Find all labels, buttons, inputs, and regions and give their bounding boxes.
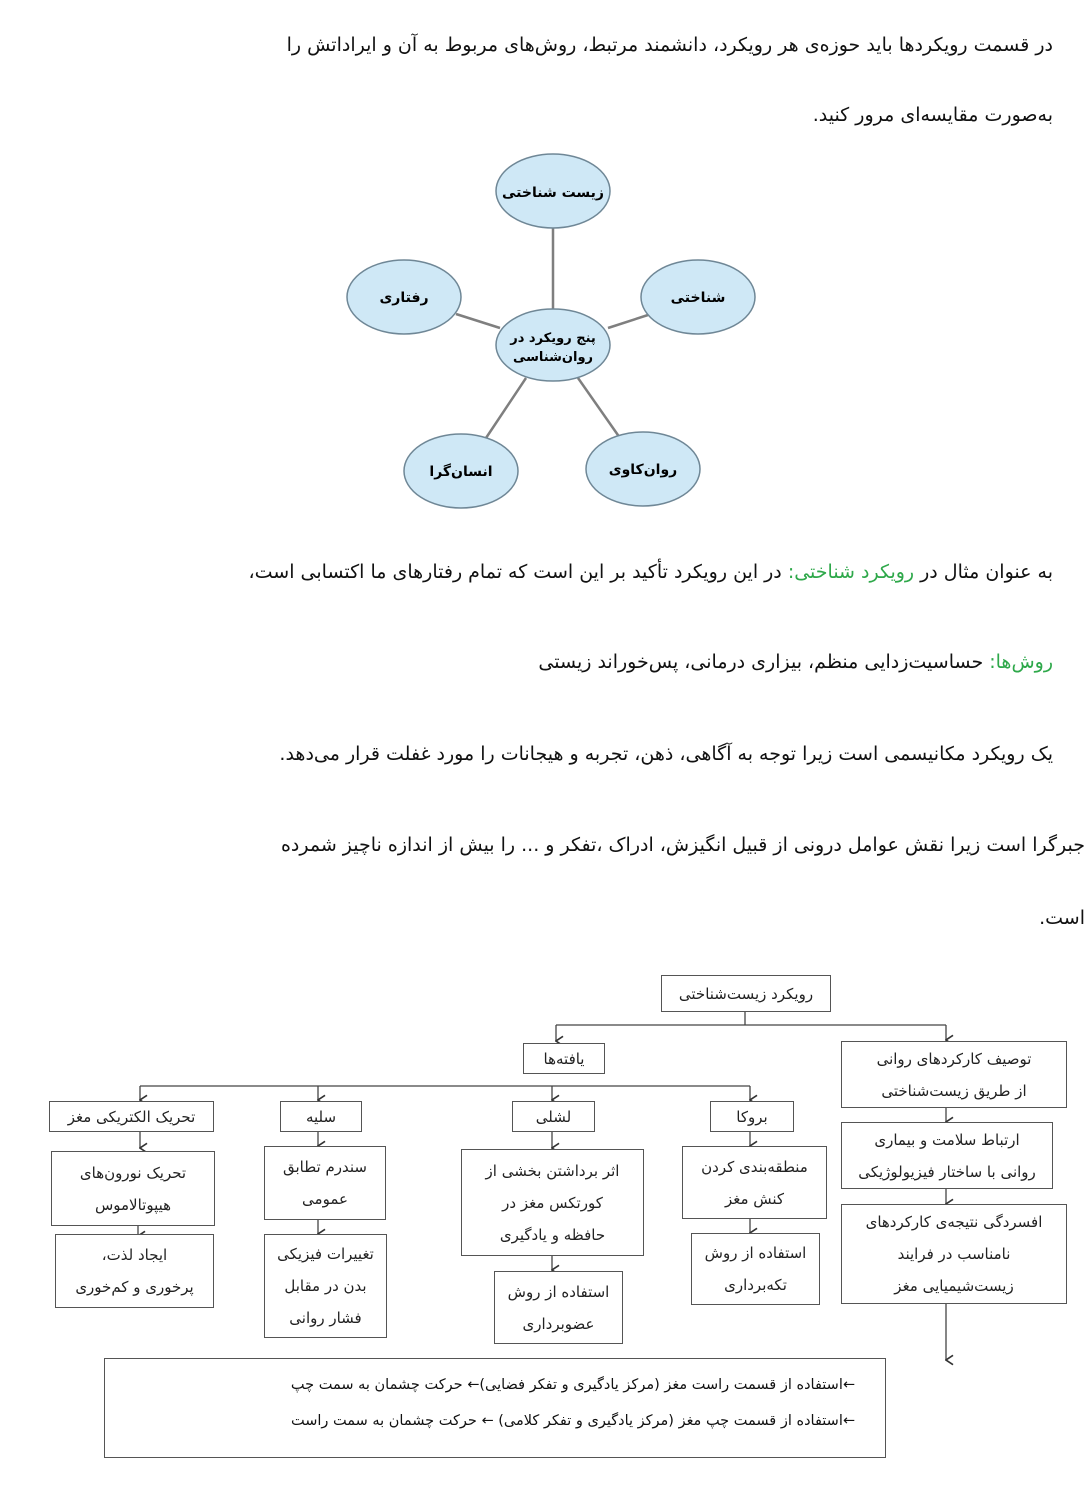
mechanistic-paragraph: یک رویکرد مکانیسمی است زیرا توجه به آگاهی، ذهن، تجربه و هیجانات را مورد غفلت قرار می‌دهد.	[279, 743, 1053, 765]
flow-findings-box	[523, 1043, 605, 1074]
example-highlight: رویکرد شناختی:	[787, 561, 915, 583]
flow-health-box	[841, 1122, 1053, 1189]
flow-lashley-method-line-1: استفاده از روش	[507, 1282, 610, 1301]
flow-broca-box	[710, 1101, 794, 1132]
flow-root-box	[661, 975, 831, 1012]
flow-selye-result-line-1: تغییرات فیزیکی	[277, 1245, 374, 1263]
example-prefix: به عنوان مثال در	[914, 561, 1053, 583]
flow-selye-result-line-3: فشار روانی	[289, 1309, 362, 1327]
node-top-label: زیست شناختی	[502, 185, 604, 201]
flow-root-label: رویکرد زیست‌شناختی	[678, 984, 814, 1003]
flow-lashley-title: لشلی	[535, 1107, 572, 1126]
flow-findings-label: یافته‌ها	[543, 1049, 585, 1068]
flow-description-box	[841, 1041, 1067, 1108]
legend-line-2: ←استفاده از قسمت چپ مغز (مرکز یادگیری و تفکر کلامی) ← حرکت چشمان به سمت راست	[290, 1413, 855, 1429]
flow-depression-box	[841, 1204, 1067, 1304]
methods-text: حساسیت‌زدایی منظم، بیزاری درمانی، پس‌خوراند زیستی	[538, 651, 990, 673]
flow-depression-line-3: زیست‌شیمیایی مغز	[894, 1277, 1014, 1295]
deterministic-line-1: جبرگرا است زیرا نقش عوامل درونی از قبیل انگیزش، ادراک ،تفکر و ... را بیش از اندازه ناچیز شمرده	[280, 834, 1085, 856]
flow-selye-finding-box	[264, 1146, 386, 1220]
flow-broca-finding-line-2: کنش مغز	[724, 1189, 785, 1208]
flow-electric-title: تحریک الکتریکی مغز	[67, 1107, 196, 1126]
flow-selye-result-box	[264, 1234, 387, 1338]
flow-selye-title: سلیه	[305, 1107, 337, 1126]
flow-electric-finding-box	[51, 1151, 215, 1226]
deterministic-line-2: است.	[1039, 907, 1085, 929]
flow-electric-finding-line-1: تحریک نورون‌های	[79, 1163, 187, 1182]
flow-selye-box	[280, 1101, 362, 1132]
flow-selye-result-line-2: بدن در مقابل	[284, 1277, 367, 1295]
flow-electric-result-line-2: پرخوری و کم‌خوری	[75, 1278, 194, 1296]
flow-broca-finding-line-1: منطقه‌بندی کردن	[701, 1157, 808, 1176]
flow-health-line-1: ارتباط سلامت و بیماری	[874, 1130, 1020, 1149]
flow-broca-method-box	[691, 1233, 820, 1305]
flow-electric-box	[49, 1101, 214, 1132]
flow-selye-finding-line-1: سندرم تطابق	[282, 1158, 367, 1176]
node-center-label-1: پنج رویکرد در	[510, 331, 596, 346]
flow-electric-result-line-1: ایجاد لذت،	[101, 1246, 168, 1264]
flow-lashley-method-box	[494, 1271, 623, 1344]
flow-description-line-2: از طریق زیست‌شناختی	[881, 1081, 1027, 1100]
node-bottom-left-label: انسان‌گرا	[429, 464, 493, 480]
node-bottom-right-label: روان‌کاوی	[608, 462, 678, 478]
example-rest: در این رویکرد تأکید بر این است که تمام رفتارهای ما اکتسابی است،	[248, 561, 788, 583]
flow-selye-finding-line-2: عمومی	[302, 1190, 348, 1208]
flow-lashley-finding-line-1: اثر برداشتن بخشی از	[485, 1161, 620, 1180]
intro-line-1: در قسمت رویکردها باید حوزه‌ی هر رویکرد، دانشمند مرتبط، روش‌های مربوط به آن و ایراداتش را	[286, 34, 1053, 56]
flow-electric-result-box	[55, 1234, 214, 1308]
flow-lashley-finding-line-2: کورتکس مغز در	[502, 1193, 603, 1212]
flow-broca-method-line-1: استفاده از روش	[704, 1244, 807, 1262]
flow-lashley-box	[512, 1101, 595, 1132]
flow-broca-method-line-2: تکه‌برداری	[724, 1276, 787, 1294]
intro-line-2: به‌صورت مقایسه‌ای مرور کنید.	[812, 104, 1053, 126]
node-center-label-2: روان‌شناسی	[512, 350, 594, 365]
node-left-label: رفتاری	[379, 290, 429, 306]
flow-lashley-method-line-2: عضوبرداری	[522, 1314, 595, 1333]
flow-lashley-finding-line-3: حافظه و یادگیری	[499, 1225, 606, 1244]
flow-depression-line-2: نامناسب در فرایند	[897, 1245, 1011, 1263]
flow-description-line-1: توصیف کارکردهای روانی	[876, 1049, 1032, 1068]
legend-line-1: ←استفاده از قسمت راست مغز (مرکز یادگیری و تفکر فضایی)← حرکت چشمان به سمت چپ	[290, 1377, 855, 1393]
flow-depression-line-1: افسردگی نتیجه‌ی کارکردهای	[865, 1213, 1043, 1231]
methods-label: روش‌ها:	[989, 651, 1053, 673]
flow-broca-title: بروکا	[736, 1107, 768, 1126]
flow-health-line-2: روانی با ساختار فیزیولوژیکی	[858, 1162, 1036, 1181]
flow-lashley-finding-box	[461, 1149, 644, 1256]
eye-movement-legend	[104, 1358, 886, 1458]
flow-broca-finding-box	[682, 1146, 827, 1219]
flow-electric-finding-line-2: هیپوتالاموس	[94, 1195, 172, 1214]
node-right-label: شناختی	[670, 290, 726, 306]
